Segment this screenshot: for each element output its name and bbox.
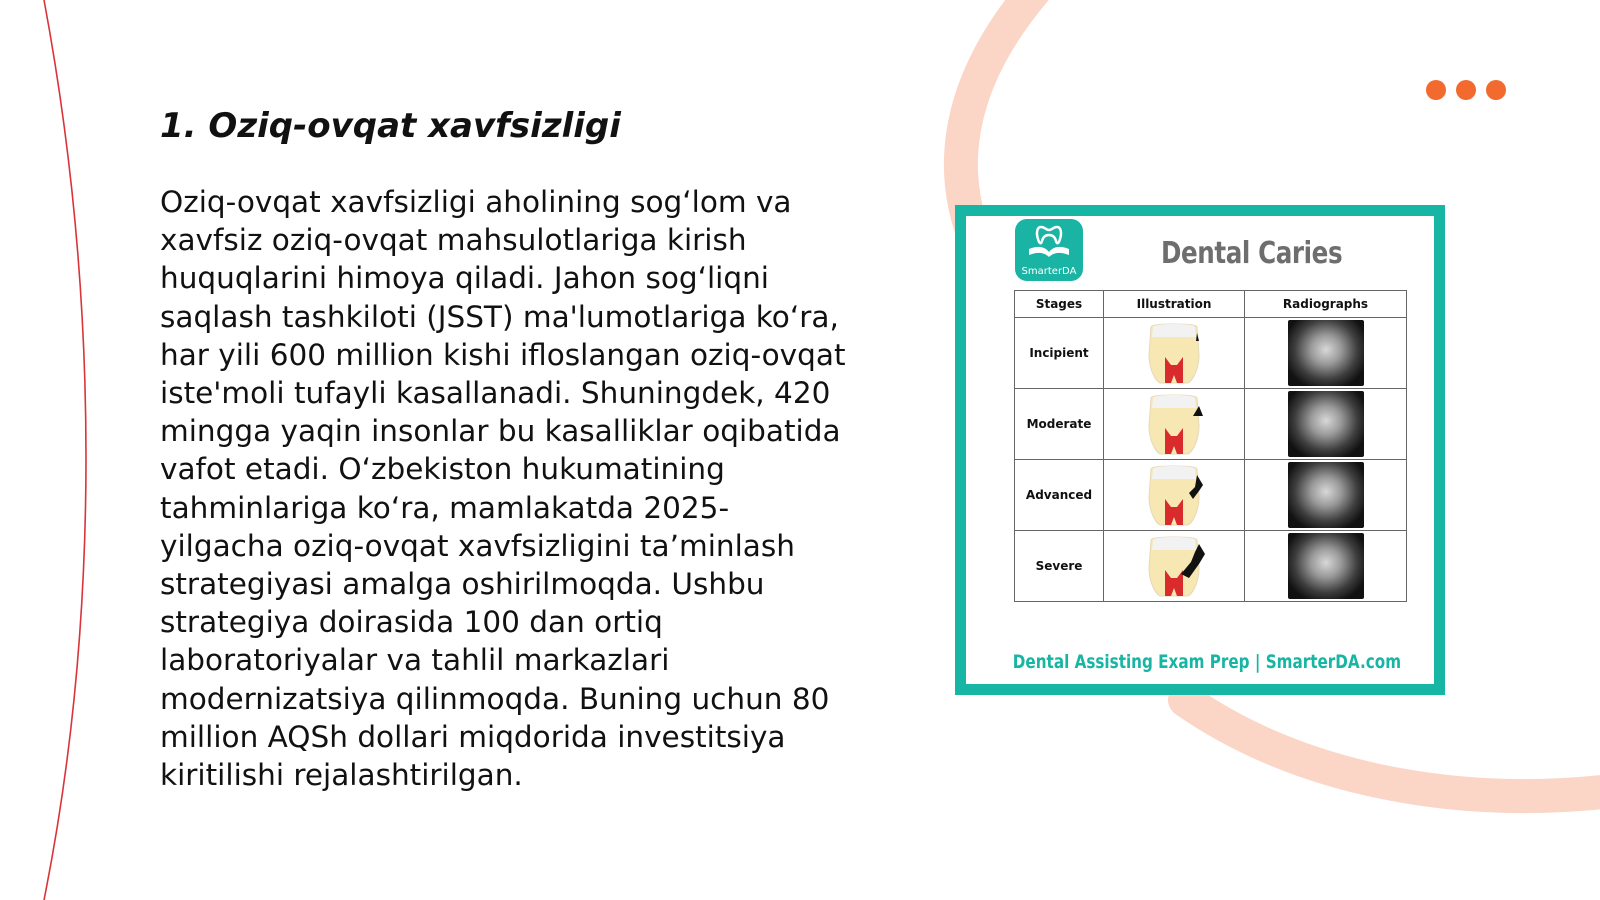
slide-body-text: Oziq-ovqat xavfsizligi aholining sog‘lom va xavfsiz oziq-ovqat mahsulotlariga kirish huquqlarini himoya qiladi. Jahon sog‘liqni saqlash tashkiloti (JSST) ma'lumotlariga ko‘ra, har yili 600 million kishi ifloslangan oziq-ovqat iste'moli tufayli kasallanadi. Shuningdek, 420 mingga yaqin insonlar bu kasalliklar oqibatida vafot etadi. O‘zbekiston hukumatining tahminlariga ko‘ra, mamlakatda 2025-yilgacha oziq-ovqat xavfsizligini ta’minlash strategiyasi amalga oshirilmoqda. Ushbu strategiya doirasida 100 dan ortiq laboratoriyalar va tahlil markazlari modernizatsiya qilinmoqda. Buning uchun 80 million AQSh dollari miqdorida investitsiya kiritilishi rejalashtirilgan. (160, 185, 846, 793)
tooth-illustration (1104, 318, 1245, 389)
smarterda-logo-icon (1015, 219, 1083, 281)
radiograph-image (1288, 391, 1364, 457)
radiograph (1245, 318, 1407, 389)
caries-stages-table (1014, 290, 1407, 602)
tooth-icon (1139, 321, 1209, 385)
tooth-icon (1139, 392, 1209, 456)
tooth-icon (1139, 534, 1209, 598)
stage-label: Incipient (1015, 318, 1104, 389)
table-row (1015, 460, 1407, 531)
table-row (1015, 531, 1407, 602)
radiograph (1245, 531, 1407, 602)
table-row (1015, 389, 1407, 460)
radiograph (1245, 460, 1407, 531)
dot (1486, 80, 1506, 100)
figure-footer: Dental Assisting Exam Prep | SmarterDA.com (1012, 651, 1402, 673)
tooth-illustration (1104, 531, 1245, 602)
table-header: Illustration (1104, 291, 1245, 318)
stage-label: Severe (1015, 531, 1104, 602)
tooth-illustration (1104, 460, 1245, 531)
radiograph-image (1288, 462, 1364, 528)
stage-label: Advanced (1015, 460, 1104, 531)
stage-label: Moderate (1015, 389, 1104, 460)
table-header: Stages (1015, 291, 1104, 318)
dot (1426, 80, 1446, 100)
tooth-illustration (1104, 389, 1245, 460)
table-header-row (1015, 291, 1407, 318)
peach-arc-decoration (1185, 700, 1600, 796)
figure-title: Dental Caries (1161, 236, 1343, 271)
tooth-icon (1139, 463, 1209, 527)
table-header: Radiographs (1245, 291, 1407, 318)
tooth-book-icon (1015, 219, 1083, 263)
radiograph (1245, 389, 1407, 460)
logo-text: SmarterDA (1021, 266, 1077, 277)
radiograph-image (1288, 320, 1364, 386)
radiograph-image (1288, 533, 1364, 599)
red-curve-decoration (44, 0, 86, 900)
dot (1456, 80, 1476, 100)
table-row (1015, 318, 1407, 389)
dental-caries-figure (955, 205, 1445, 695)
slide-title: 1. Oziq-ovqat xavfsizligi (160, 106, 621, 146)
three-dots-decoration (1426, 80, 1506, 100)
